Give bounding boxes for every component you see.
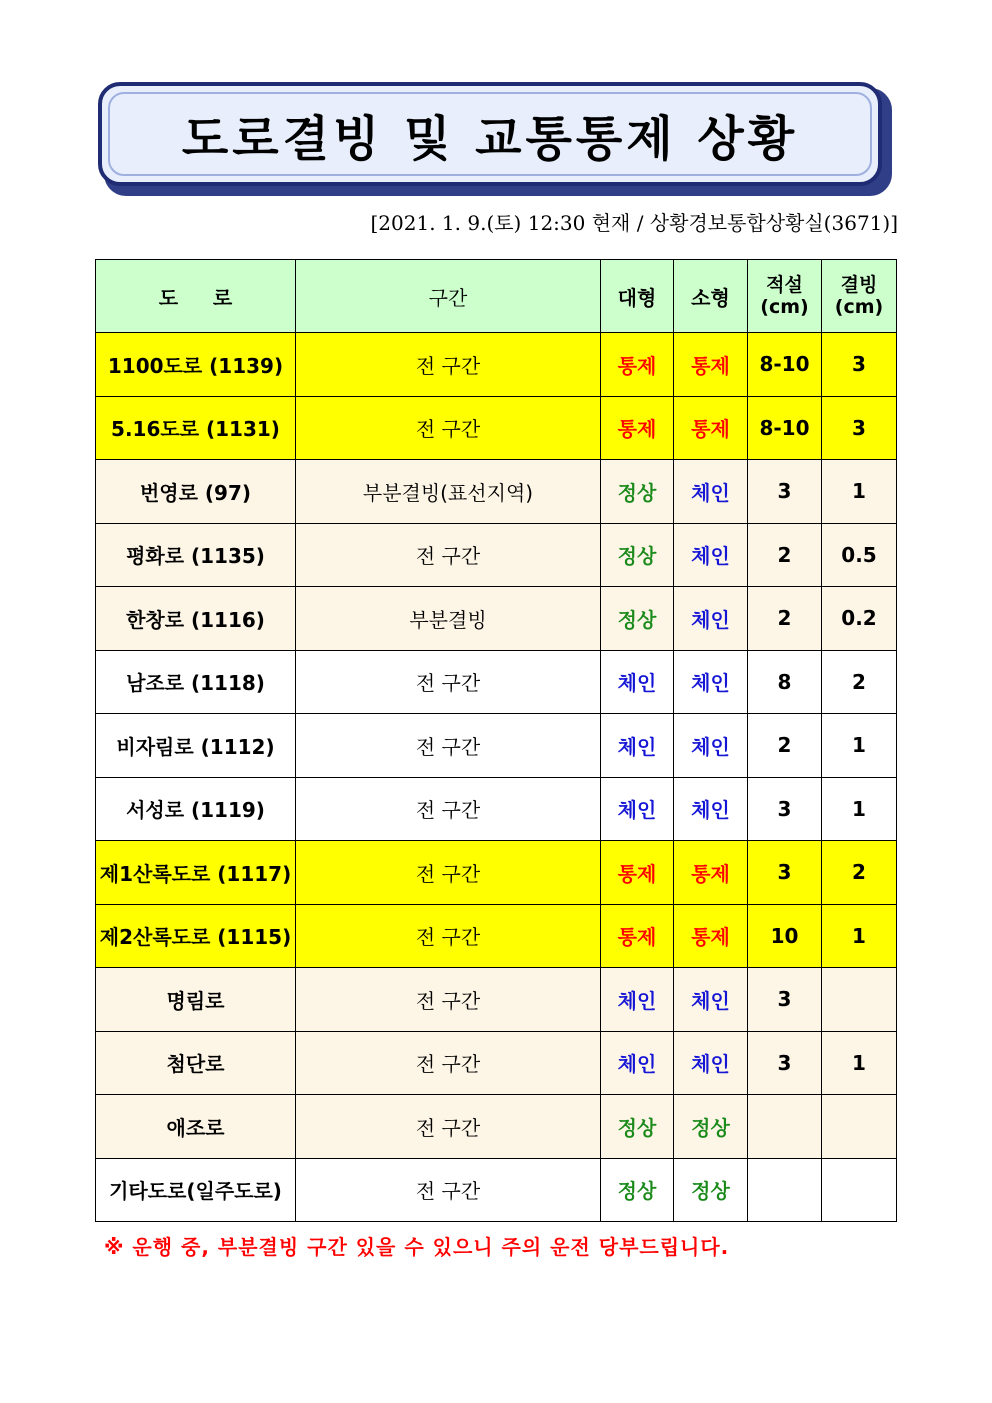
road-cell: 제2산록도로 (1115) [96,904,296,968]
small-vehicle-cell: 체인 [674,714,748,778]
table-row [96,777,897,841]
snow-cell: 2 [748,714,822,778]
header-snow-unit: (cm) [760,296,809,318]
header-ice-label: 결빙 [840,274,878,296]
table-header-row [96,260,897,333]
section-cell: 전 구간 [296,523,601,587]
snow-cell: 8-10 [748,333,822,397]
snow-cell: 3 [748,460,822,524]
ice-cell: 2 [822,650,897,714]
small-vehicle-cell: 체인 [674,968,748,1032]
road-cell: 평화로 (1135) [96,523,296,587]
section-cell: 전 구간 [296,1158,601,1222]
ice-cell: 1 [822,904,897,968]
ice-cell: 0.2 [822,587,897,651]
road-cell: 번영로 (97) [96,460,296,524]
road-cell: 남조로 (1118) [96,650,296,714]
snow-cell: 3 [748,968,822,1032]
header-large-vehicle: 대형 [601,260,674,333]
large-vehicle-cell: 통제 [601,333,674,397]
snow-cell: 10 [748,904,822,968]
table-row [96,968,897,1032]
section-cell: 전 구간 [296,904,601,968]
ice-cell: 1 [822,1031,897,1095]
header-ice [822,260,897,333]
road-cell: 비자림로 (1112) [96,714,296,778]
snow-cell: 3 [748,1031,822,1095]
snow-cell: 2 [748,587,822,651]
small-vehicle-cell: 체인 [674,460,748,524]
road-status-table [95,259,897,1222]
ice-cell [822,1095,897,1159]
ice-cell: 0.5 [822,523,897,587]
ice-cell: 1 [822,460,897,524]
small-vehicle-cell: 정상 [674,1158,748,1222]
road-cell: 명림로 [96,968,296,1032]
small-vehicle-cell: 통제 [674,333,748,397]
road-cell: 애조로 [96,1095,296,1159]
table-row [96,650,897,714]
header-snow [748,260,822,333]
table-row [96,904,897,968]
small-vehicle-cell: 통제 [674,841,748,905]
snow-cell [748,1158,822,1222]
large-vehicle-cell: 정상 [601,460,674,524]
section-cell: 전 구간 [296,968,601,1032]
small-vehicle-cell: 통제 [674,396,748,460]
report-timestamp: [2021. 1. 9.(토) 12:30 현재 / 상황경보통합상황실(3671)] [370,211,898,235]
table-row [96,460,897,524]
small-vehicle-cell: 정상 [674,1095,748,1159]
header-snow-label: 적설 [766,274,803,296]
ice-cell: 3 [822,333,897,397]
ice-cell [822,968,897,1032]
header-small-vehicle: 소형 [674,260,748,333]
ice-cell: 3 [822,396,897,460]
header-road: 도 로 [96,260,296,333]
header-section: 구간 [296,260,601,333]
snow-cell [748,1095,822,1159]
section-cell: 전 구간 [296,1031,601,1095]
section-cell: 전 구간 [296,841,601,905]
snow-cell: 3 [748,777,822,841]
large-vehicle-cell: 정상 [601,523,674,587]
large-vehicle-cell: 정상 [601,1158,674,1222]
large-vehicle-cell: 체인 [601,650,674,714]
large-vehicle-cell: 체인 [601,777,674,841]
large-vehicle-cell: 체인 [601,1031,674,1095]
road-cell: 서성로 (1119) [96,777,296,841]
small-vehicle-cell: 체인 [674,1031,748,1095]
small-vehicle-cell: 체인 [674,587,748,651]
small-vehicle-cell: 체인 [674,650,748,714]
ice-cell [822,1158,897,1222]
section-cell: 전 구간 [296,396,601,460]
snow-cell: 2 [748,523,822,587]
large-vehicle-cell: 통제 [601,904,674,968]
table-row [96,841,897,905]
table-row [96,587,897,651]
page-title: 도로결빙 및 교통통제 상황 [181,110,799,167]
table-row [96,1095,897,1159]
section-cell: 전 구간 [296,650,601,714]
large-vehicle-cell: 정상 [601,1095,674,1159]
small-vehicle-cell: 통제 [674,904,748,968]
title-banner [98,82,882,186]
section-cell: 전 구간 [296,333,601,397]
section-cell: 전 구간 [296,1095,601,1159]
large-vehicle-cell: 체인 [601,968,674,1032]
road-cell: 제1산록도로 (1117) [96,841,296,905]
caution-note: ※ 운행 중, 부분결빙 구간 있을 수 있으니 주의 운전 당부드립니다. [104,1235,730,1259]
table-row [96,333,897,397]
large-vehicle-cell: 정상 [601,587,674,651]
table-row [96,523,897,587]
section-cell: 전 구간 [296,777,601,841]
ice-cell: 2 [822,841,897,905]
large-vehicle-cell: 통제 [601,396,674,460]
road-cell: 5.16도로 (1131) [96,396,296,460]
table-row [96,1031,897,1095]
small-vehicle-cell: 체인 [674,777,748,841]
section-cell: 부분결빙(표선지역) [296,460,601,524]
road-cell: 첨단로 [96,1031,296,1095]
section-cell: 전 구간 [296,714,601,778]
ice-cell: 1 [822,777,897,841]
snow-cell: 3 [748,841,822,905]
table-row [96,714,897,778]
road-cell: 1100도로 (1139) [96,333,296,397]
header-ice-unit: (cm) [834,296,884,318]
road-cell: 한창로 (1116) [96,587,296,651]
table-row [96,396,897,460]
snow-cell: 8-10 [748,396,822,460]
ice-cell: 1 [822,714,897,778]
road-cell: 기타도로(일주도로) [96,1158,296,1222]
table-row [96,1158,897,1222]
large-vehicle-cell: 통제 [601,841,674,905]
small-vehicle-cell: 체인 [674,523,748,587]
large-vehicle-cell: 체인 [601,714,674,778]
section-cell: 부분결빙 [296,587,601,651]
snow-cell: 8 [748,650,822,714]
